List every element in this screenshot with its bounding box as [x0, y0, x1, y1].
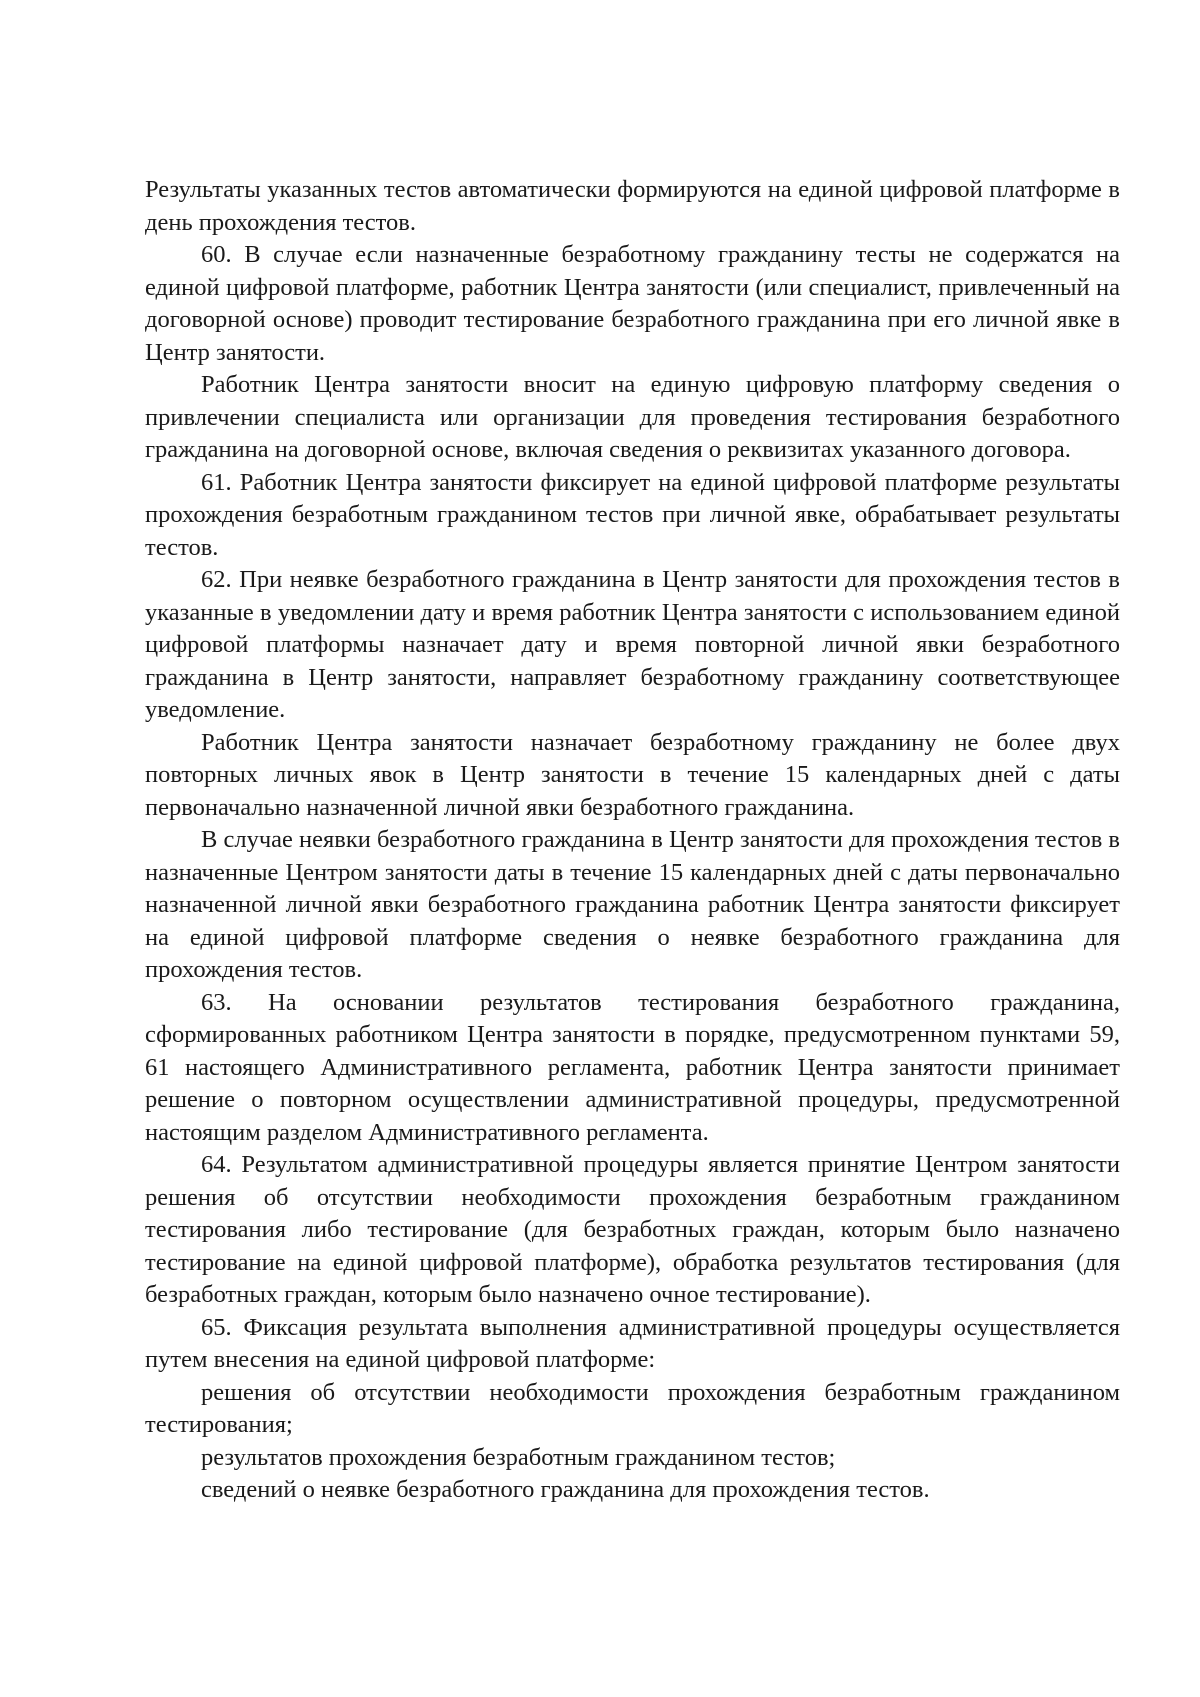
document-body	[145, 174, 1120, 1507]
paragraph-64: 64. Результатом административной процедуры является принятие Центром занятости решения об отсутствии необходимости прохождения безработным гражданином тестирования либо тестирование (для безработных граждан, которым было назначено тестирование на единой цифровой платформе), обработка результатов тестирования (для безработных граждан, которым было назначено очное тестирование).	[145, 1151, 1120, 1308]
paragraph-62-part-3: В случае неявки безработного гражданина в Центр занятости для прохождения тестов в назначенные Центром занятости даты в течение 15 календарных дней с даты первоначально назначенной личной явки безработного гражданина работник Центра занятости фиксирует на единой цифровой платформе сведения о неявке безработного гражданина для прохождения тестов.	[145, 826, 1120, 983]
paragraph-62: 62. При неявке безработного гражданина в Центр занятости для прохождения тестов в указанные в уведомлении дату и время работник Центра занятости с использованием единой цифровой платформы назначает дату и время повторной личной явки безработного гражданина в Центр занятости, направляет безработному гражданину соответствующее уведомление.	[145, 566, 1120, 723]
list-item-no-show: сведений о неявке безработного гражданина для прохождения тестов.	[201, 1476, 930, 1503]
list-item-test-results: результатов прохождения безработным гражданином тестов;	[201, 1443, 836, 1471]
paragraph-63: 63. На основании результатов тестирования безработного гражданина, сформированных работником Центра занятости в порядке, предусмотренном пунктами 59, 61 настоящего Административного регламента, работник Центра занятости принимает решение о повторном осуществлении административной процедуры, предусмотренной настоящим разделом Административного регламента.	[145, 988, 1120, 1146]
paragraph-61: 61. Работник Центра занятости фиксирует на единой цифровой платформе результаты прохождения безработным гражданином тестов при личной явке, обрабатывает результаты тестов.	[145, 468, 1120, 561]
list-item-decision: решения об отсутствии необходимости прохождения безработным гражданином тестирования;	[145, 1378, 1120, 1438]
paragraph-continuation: Результаты указанных тестов автоматически формируются на единой цифровой платформе в день прохождения тестов.	[145, 176, 1120, 236]
paragraph-60-part-2: Работник Центра занятости вносит на единую цифровую платформу сведения о привлечении специалиста или организации для проведения тестирования безработного гражданина на договорной основе, включая сведения о реквизитах указанного договора.	[145, 371, 1120, 463]
paragraph-65: 65. Фиксация результата выполнения административной процедуры осуществляется путем внесения на единой цифровой платформе:	[145, 1313, 1120, 1373]
paragraph-62-part-2: Работник Центра занятости назначает безработному гражданину не более двух повторных личных явок в Центр занятости в течение 15 календарных дней с даты первоначально назначенной личной явки безработного гражданина.	[145, 728, 1120, 821]
paragraph-60: 60. В случае если назначенные безработному гражданину тесты не содержатся на единой цифровой платформе, работник Центра занятости (или специалист, привлеченный на договорной основе) проводит тестирование безработного гражданина при его личной явке в Центр занятости.	[145, 241, 1120, 366]
